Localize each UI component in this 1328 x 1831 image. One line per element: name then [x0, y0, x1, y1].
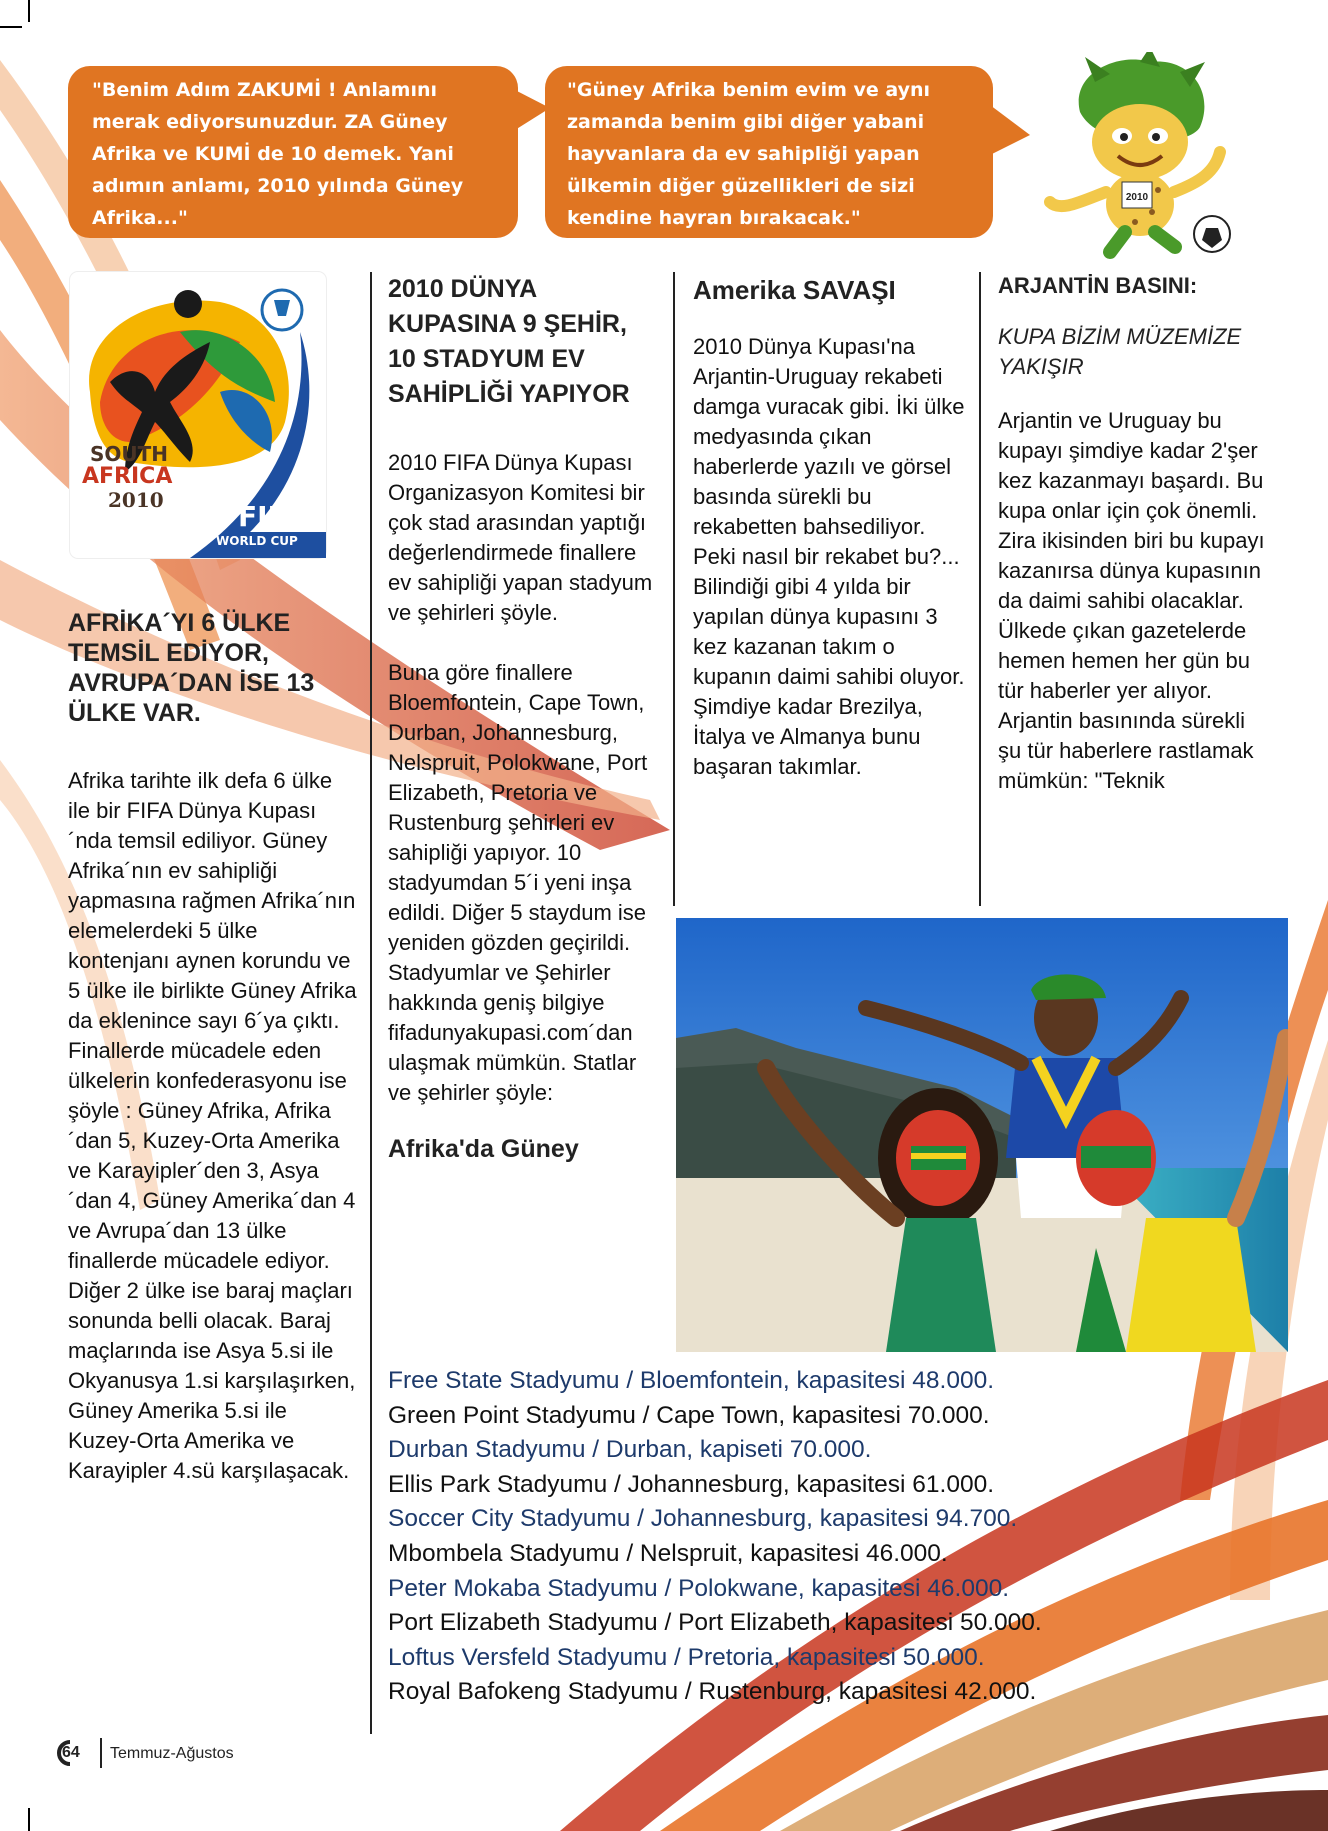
page-number: 64 [62, 1744, 80, 1761]
col4-subheading: KUPA BİZİM MÜZEMİZE YAKIŞIR [998, 324, 1242, 379]
col2-para1: 2010 FIFA Dünya Kupası Organizasyon Komitesi bir çok stad arasından yaptığı değerlendirmede finallere ev sahipliği yapan stadyum ve şehirleri şöyle. [388, 450, 653, 625]
col2-heading: 2010 DÜNYA KUPASINA 9 ŞEHİR, 10 STADYUM EV SAHİPLİĞİ YAPIYOR [388, 275, 630, 408]
issue-label: Temmuz-Ağustos [110, 1745, 234, 1762]
stadium-list [388, 1364, 1148, 1710]
mascot-quote-right-text: "Güney Afrika benim evim ve aynı zamanda benim gibi diğer yabani hayvanlara da ev sahipliği yapan ülkemin diğer güzellikleri de sizi kendine hayran bırakacak." [567, 79, 931, 229]
south-african-fans-photo [676, 918, 1288, 1352]
stadium-item: Soccer City Stadyumu / Johannesburg, kapasitesi 94.700. [388, 1505, 1018, 1533]
logo-world-cup: WORLD CUP [216, 534, 298, 548]
col3-body2: Bilindiği gibi 4 yılda bir yapılan dünya kupasını 3 kez kazanan takım o kupanın daimi sahibi oluyor. Şimdiye kadar Brezilya, İtalya ve Almanya bunu başaran takımlar. [693, 574, 965, 779]
column-divider [979, 272, 981, 906]
crop-mark [28, 1808, 30, 1831]
col1-body: Afrika tarihte ilk defa 6 ülke ile bir FIFA Dünya Kupası´nda temsil ediliyor. Güney Afrika´nın ev sahipliği yapmasına rağmen Afrika´nın elemelerdeki 5 ülke kontenjanı aynen korundu ve 5 ülke ile birlikte Güney Afrika da eklenince sayı 6´ya çıktı. Finallerde mücadele eden ülkelerin konfederasyonu ise şöyle : Güney Afrika, Afrika´dan 5, Kuzey-Orta Amerika ve Karayipler´den 3, Asya´dan 4, Güney Amerika´dan 4 ve Avrupa´dan 13 ülke finallerde mücadele ediyor. Diğer 2 ülke ise baraj maçları sonunda belli olacak. Baraj maçlarında ise Asya 5.si ile Okyanusya 1.si karşılaşırken, Güney Amerika 5.si ile Kuzey-Orta Amerika ve Karayipler 4.sü karşılaşacak. [68, 768, 357, 1483]
bubble-tail [990, 105, 1030, 155]
stadium-item: Green Point Stadyumu / Cape Town, kapasitesi 70.000. [388, 1401, 990, 1429]
mascot-quote-left-text: "Benim Adım ZAKUMİ ! Anlamını merak ediyorsunuzdur. ZA Güney Afrika ve KUMİ de 10 demek. Yani adımın anlamı, 2010 yılında Güney Afrika..." [92, 79, 464, 229]
stadium-item: Durban Stadyumu / Durban, kapiseti 70.000. [388, 1436, 872, 1464]
logo-south: SOUTH [90, 442, 169, 466]
crop-mark [28, 0, 30, 22]
column-divider [370, 272, 372, 1734]
mascot-badge-text: 2010 [1125, 192, 1149, 203]
column-2 [388, 272, 660, 1164]
crop-mark [0, 26, 22, 28]
col2-subheading: Afrika'da Güney [388, 1135, 579, 1163]
logo-fifa: FIFA [238, 500, 306, 533]
footer-divider [100, 1738, 102, 1768]
column-4 [998, 272, 1270, 886]
stadium-item: Peter Mokaba Stadyumu / Polokwane, kapasitesi 46.000. [388, 1574, 1010, 1602]
column-1 [68, 608, 358, 1486]
stadium-item: Port Elizabeth Stadyumu / Port Elizabeth, kapasitesi 50.000. [388, 1609, 1042, 1637]
logo-africa: AFRICA [82, 464, 173, 489]
column-divider [673, 272, 675, 906]
col4-heading: ARJANTİN BASINI: [998, 273, 1198, 298]
col3-body: 2010 Dünya Kupası'na Arjantin-Uruguay rekabeti damga vuracak gibi. İki ülke medyasında çıkan haberlerde yazılı ve görsel basında sürekli bu rekabetten bahsediliyor. [693, 334, 965, 539]
mascot-quote-left [68, 66, 518, 238]
stadium-item: Free State Stadyumu / Bloemfontein, kapasitesi 48.000. [388, 1367, 995, 1394]
stadium-item: Ellis Park Stadyumu / Johannesburg, kapasitesi 61.000. [388, 1470, 995, 1498]
col2-para2: Buna göre finallere Bloemfontein, Cape Town, Durban, Johannesburg, Nelspruit, Polokwane, Port Elizabeth, Pretoria ve Rustenburg şehirleri ev sahipliği yapıyor. 10 stadyumdan 5´i yeni inşa edildi. Diğer 5 staydum ise yeniden gözden geçirildi. Stadyumlar ve Şehirler hakkında geniş bilgiye fifadunyakupasi.com´dan ulaşmak mümkün. Statlar ve şehirler şöyle: [388, 660, 648, 1105]
stadium-item: Royal Bafokeng Stadyumu / Rustenburg, kapasitesi 42.000. [388, 1678, 1037, 1706]
zakumi-mascot-illustration [1040, 52, 1240, 262]
column-3 [693, 272, 965, 782]
col1-heading: AFRİKA´YI 6 ÜLKE TEMSİL EDİYOR, AVRUPA´DAN İSE 13 ÜLKE VAR. [68, 609, 315, 727]
col4-body: Arjantin ve Uruguay bu kupayı şimdiye kadar 2'şer kez kazanmayı başardı. Bu kupa onlar için çok önemli. Zira ikisinden biri bu kupayı kazanırsa dünya kupasının da daimi sahibi olacaklar. Ülkede çıkan gazetelerde hemen hemen her gün bu tür haberler yer alıyor. Arjantin basınında sürekli şu tür haberlere rastlamak mümkün: "Teknik [998, 408, 1265, 793]
stadium-item: Loftus Versfeld Stadyumu / Pretoria, kapasitesi 50.000. [388, 1643, 985, 1671]
fifa-world-cup-logo [70, 272, 326, 558]
logo-year: 2010 [108, 488, 164, 512]
stadium-item: Mbombela Stadyumu / Nelspruit, kapasitesi 46.000. [388, 1539, 948, 1567]
col3-heading: Amerika SAVAŞI [693, 275, 896, 305]
mascot-quote-right [545, 66, 993, 238]
col3-question: Peki nasıl bir rekabet bu?... [693, 544, 960, 569]
